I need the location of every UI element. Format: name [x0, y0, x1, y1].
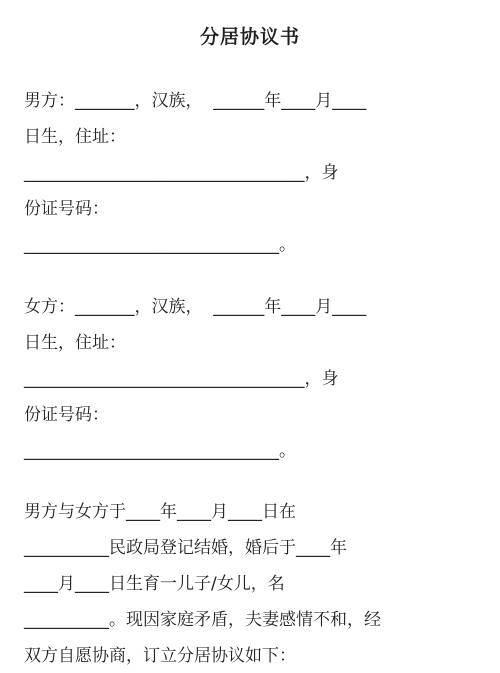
female-info-line-2: 日生，住址：	[24, 333, 126, 353]
male-info-line-1: 男方：_______，汉族， ______年____月____	[24, 91, 367, 111]
body-paragraph-line-4: __________。现因家庭矛盾，夫妻感情不和，经	[24, 610, 381, 630]
body-paragraph-line-2: __________民政局登记结婚，婚后于____年	[24, 538, 347, 558]
document-title: 分居协议书	[199, 26, 300, 48]
male-info-line-2: 日生，住址：	[24, 127, 126, 147]
female-info-line-3: _________________________________，身	[24, 369, 339, 389]
female-info-line-4: 份证号码：	[24, 405, 109, 425]
female-info-line-1: 女方：_______，汉族， ______年____月____	[24, 297, 367, 317]
male-info-line-5: ______________________________。	[24, 235, 296, 255]
body-paragraph-line-1: 男方与女方于____年____月____日在	[24, 502, 296, 522]
body-paragraph-line-5: 双方自愿协商，订立分居协议如下：	[24, 646, 296, 666]
female-info-line-5: ______________________________。	[24, 441, 296, 461]
male-info-line-3: _________________________________，身	[24, 163, 339, 183]
male-info-line-4: 份证号码：	[24, 199, 109, 219]
body-paragraph-line-3: ____月____日生育一儿子/女儿，名	[24, 574, 285, 594]
